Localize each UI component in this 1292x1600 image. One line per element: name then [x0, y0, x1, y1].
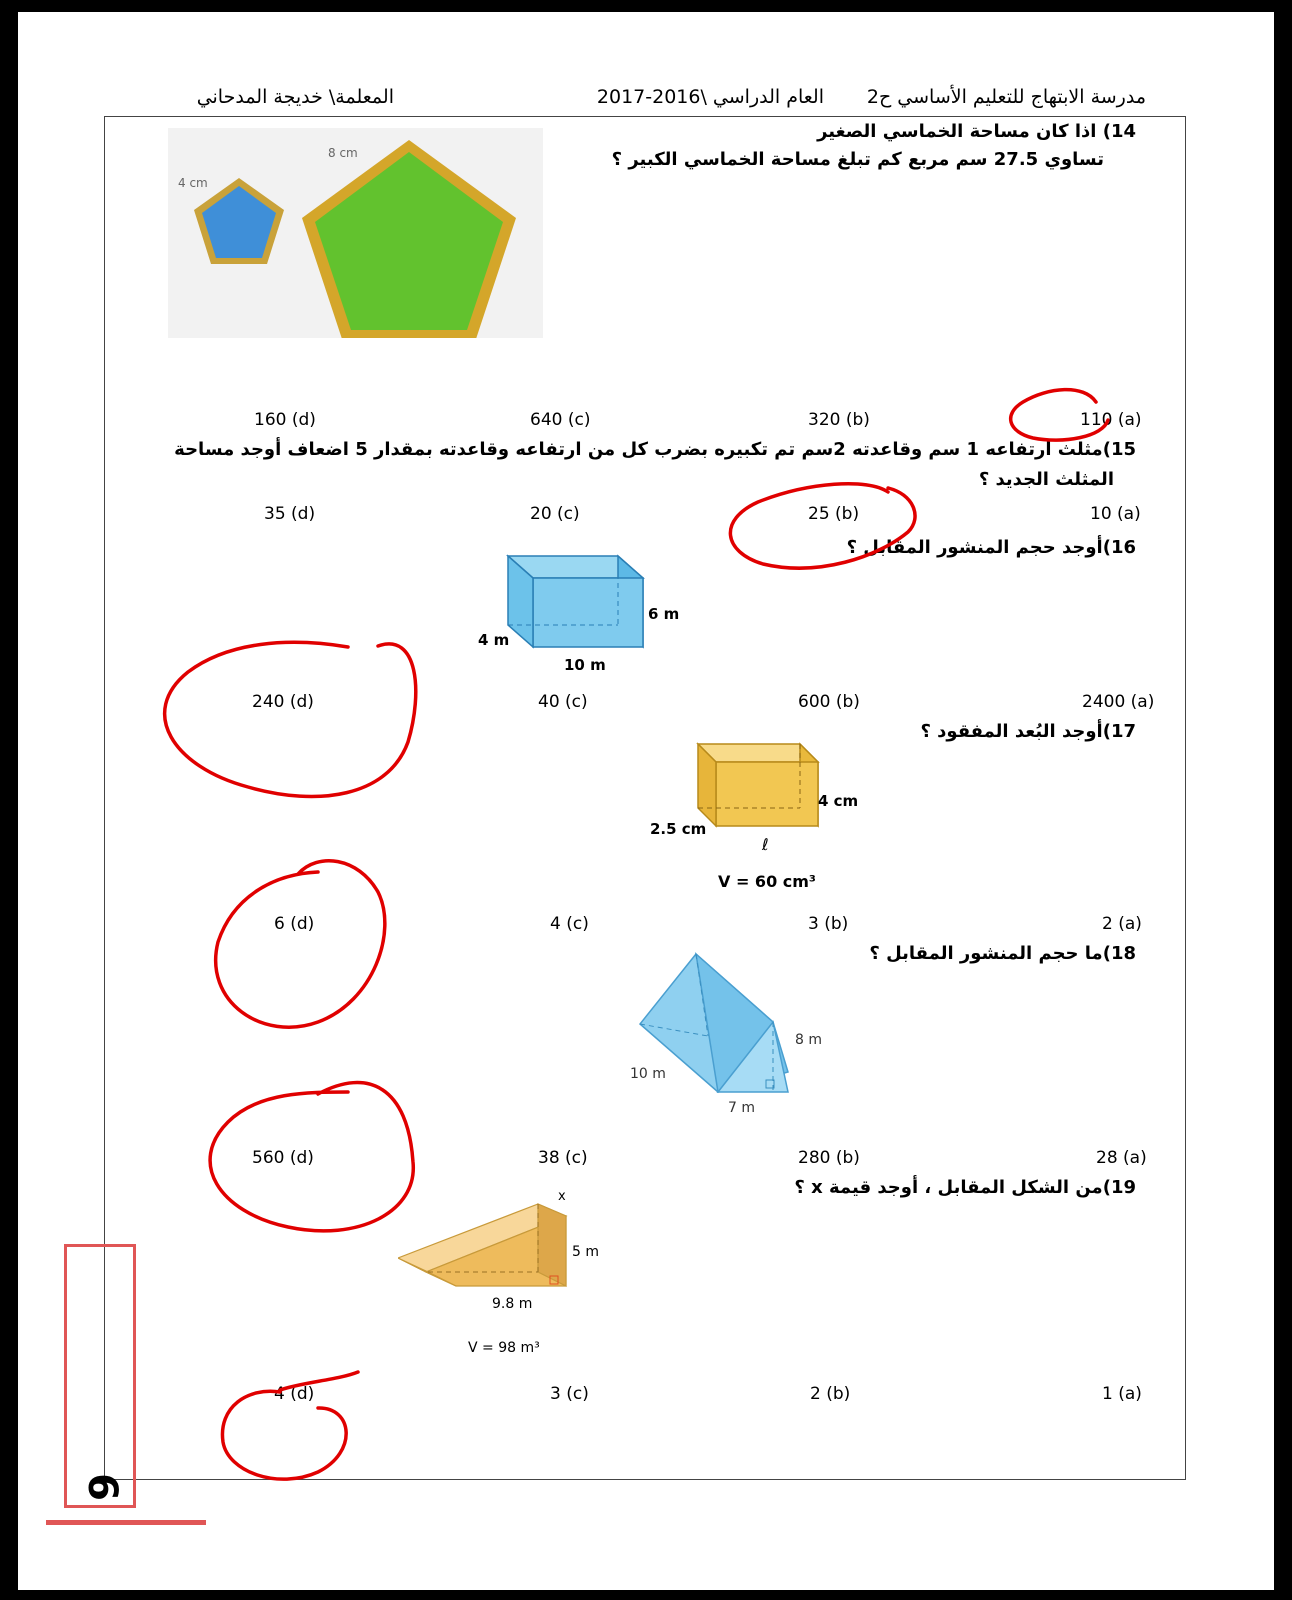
q16-option-c[interactable]: 40 (c) — [538, 692, 588, 712]
school-name: مدرسة الابتهاج للتعليم الأساسي ح2 — [866, 86, 1146, 108]
q17-option-c[interactable]: 4 (c) — [550, 914, 589, 934]
question-15-line2: المثلث الجديد ؟ — [978, 469, 1114, 490]
tri-height-label: 8 m — [795, 1032, 822, 1048]
school-year: العام الدراسي \2016-2017 — [596, 86, 824, 108]
question-text: من الشكل المقابل ، أوجد قيمة x ؟ — [794, 1177, 1103, 1198]
q14-option-a[interactable]: 110 (a) — [1080, 410, 1142, 430]
gold-depth-label: 2.5 cm — [650, 820, 707, 838]
question-number: 16) — [1102, 537, 1136, 558]
q19-option-b[interactable]: 2 (b) — [810, 1384, 851, 1404]
annotation-circle-q15 — [730, 484, 915, 568]
q14-option-c[interactable]: 640 (c) — [530, 410, 591, 430]
q15-option-d[interactable]: 35 (d) — [264, 504, 316, 524]
question-number: 14) — [1102, 121, 1136, 142]
q18-option-d[interactable]: 560 (d) — [252, 1148, 314, 1168]
gold-volume-label: V = 60 cm³ — [718, 872, 816, 891]
q16-option-d[interactable]: 240 (d) — [252, 692, 314, 712]
teacher-name: المعلمة\ خديجة المدحاني — [196, 86, 394, 108]
large-pentagon-label: 8 cm — [328, 146, 358, 160]
q17-option-a[interactable]: 2 (a) — [1102, 914, 1142, 934]
q14-option-b[interactable]: 320 (b) — [808, 410, 870, 430]
question-text: أوجد حجم المنشور المقابل ؟ — [846, 537, 1103, 558]
wedge-volume-label: V = 98 m³ — [468, 1340, 540, 1356]
gold-length-label: ℓ — [762, 835, 769, 854]
question-number: 18) — [1102, 943, 1136, 964]
wedge-x-label: x — [558, 1189, 566, 1204]
annotation-circle-q18 — [210, 1083, 413, 1231]
small-pentagon-label: 4 cm — [178, 176, 208, 190]
q17-option-b[interactable]: 3 (b) — [808, 914, 849, 934]
question-number: 15) — [1102, 439, 1136, 460]
q19-option-d[interactable]: 4 (d) — [274, 1384, 315, 1404]
wedge-height-label: 5 m — [572, 1244, 599, 1260]
q15-option-c[interactable]: 20 (c) — [530, 504, 580, 524]
prism-length-label: 10 m — [564, 656, 606, 672]
prism-depth-label: 4 m — [478, 631, 510, 649]
question-text: ما حجم المنشور المقابل ؟ — [869, 943, 1103, 964]
question-text: أوجد البُعد المفقود ؟ — [920, 721, 1103, 742]
q14-option-d[interactable]: 160 (d) — [254, 410, 316, 430]
annotation-circle-q14 — [1011, 390, 1108, 441]
tri-length-label: 10 m — [630, 1066, 666, 1082]
question-number: 17) — [1102, 721, 1136, 742]
question-text: مثلث ارتفاعه 1 سم وقاعدته 2سم تم تكبيره بضرب كل من ارتفاعه وقاعدته بمقدار 5 اضعاف أوجد مساحة — [174, 439, 1103, 460]
q15-option-b[interactable]: 25 (b) — [808, 504, 860, 524]
answer-annotations — [18, 12, 1274, 1590]
q15-option-a[interactable]: 10 (a) — [1090, 504, 1141, 524]
page-number: 6 — [78, 1473, 125, 1501]
annotation-circle-q17 — [216, 861, 385, 1027]
annotation-circle-q19 — [222, 1372, 358, 1479]
q18-option-c[interactable]: 38 (c) — [538, 1148, 588, 1168]
worksheet-page — [18, 12, 1274, 1590]
q18-option-b[interactable]: 280 (b) — [798, 1148, 860, 1168]
gold-height-label: 4 cm — [818, 792, 859, 810]
annotation-circle-q16 — [165, 642, 416, 796]
prism-height-label: 6 m — [648, 605, 680, 623]
q16-option-a[interactable]: 2400 (a) — [1082, 692, 1155, 712]
question-text: اذا كان مساحة الخماسي الصغير — [817, 121, 1097, 142]
question-number: 19) — [1102, 1177, 1136, 1198]
question-14-line2: تساوي 27.5 سم مربع كم تبلغ مساحة الخماسي الكبير ؟ — [611, 149, 1104, 170]
tri-base-label: 7 m — [728, 1100, 755, 1116]
q19-option-c[interactable]: 3 (c) — [550, 1384, 589, 1404]
q19-option-a[interactable]: 1 (a) — [1102, 1384, 1142, 1404]
q16-option-b[interactable]: 600 (b) — [798, 692, 860, 712]
wedge-length-label: 9.8 m — [492, 1296, 533, 1312]
q18-option-a[interactable]: 28 (a) — [1096, 1148, 1147, 1168]
q17-option-d[interactable]: 6 (d) — [274, 914, 315, 934]
